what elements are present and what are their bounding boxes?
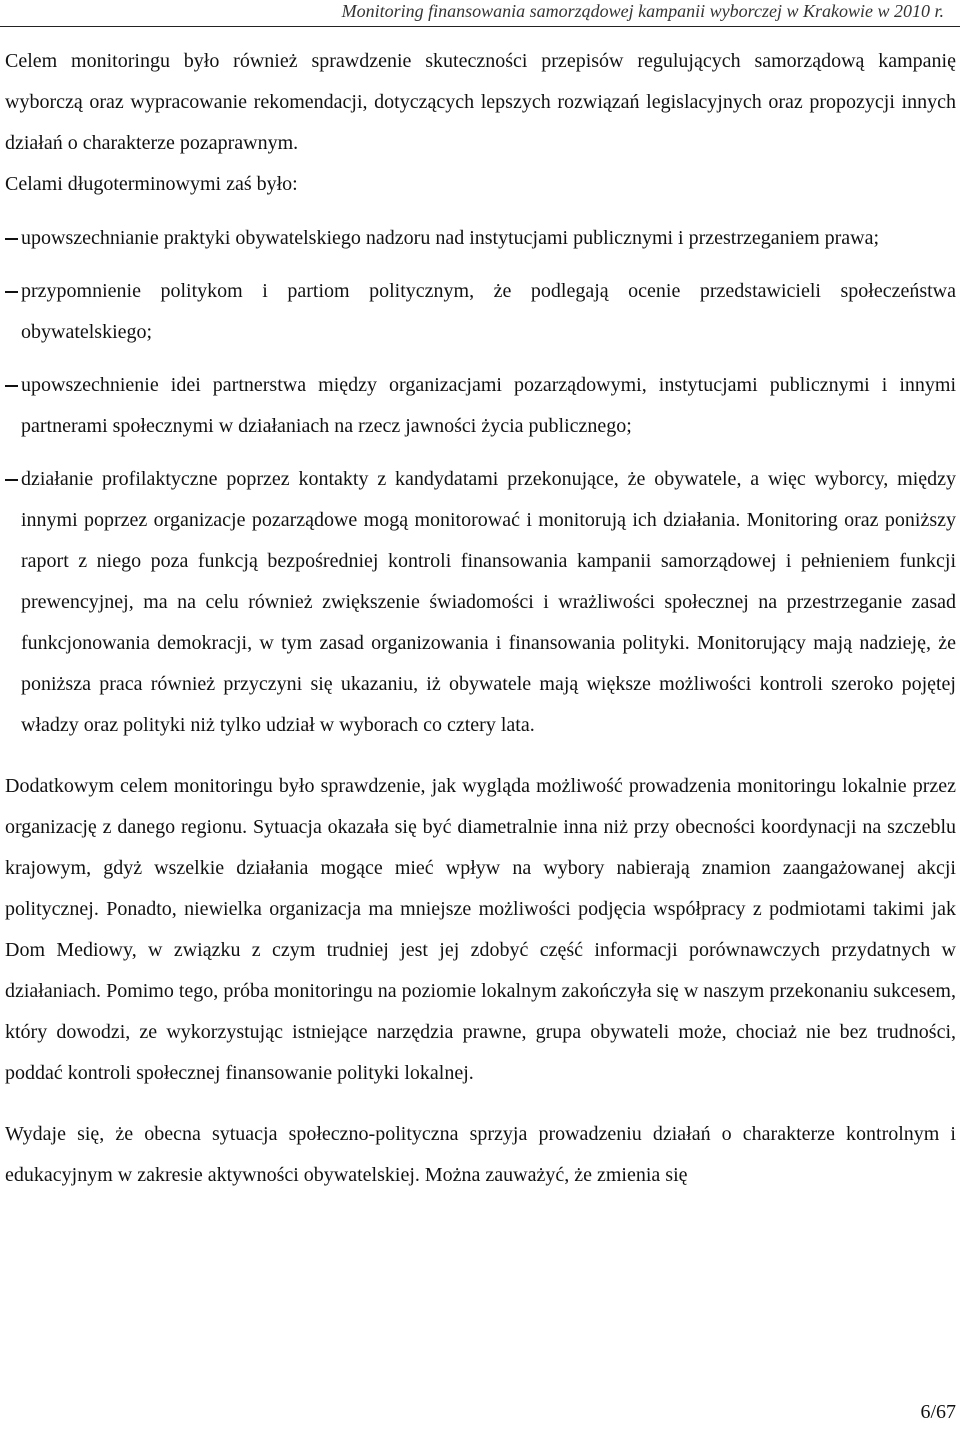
dash-bullet-icon bbox=[5, 385, 18, 387]
goal-item-2 bbox=[5, 271, 956, 353]
additional-goal-paragraph: Dodatkowym celem monitoringu było sprawdzenie, jak wygląda możliwość prowadzenia monitoringu lokalnie przez organizację z danego regionu. Sytuacja okazała się być diametralnie inna niż przy obecności koordynacji na szczeblu krajowym, gdyż wszelkie działania mogące mieć wpływ na wybory nabierają znamion zaangażowanej akcji politycznej. Ponadto, niewielka organizacja ma mniejsze możliwości podjęcia współpracy z podmiotami takimi jak Dom Mediowy, w związku z czym trudniej jest jej zdobyć część informacji porównawczych przydatnych w działaniach. Pomimo tego, próba monitoringu na poziomie lokalnym zakończyła się w naszym przekonaniu sukcesem, który dowodzi, ze wykorzystując istniejące narzędzia prawne, grupa obywateli może, chociaż nie bez trudności, poddać kontroli społecznej finansowanie polityki lokalnej. bbox=[5, 775, 956, 1084]
intro-paragraph: Celem monitoringu było również sprawdzenie skuteczności przepisów regulujących samorządową kampanię wyborczą oraz wypracowanie rekomendacji, dotyczących lepszych rozwiązań legislacyjnych oraz propozycji innych działań o charakterze pozaprawnym. bbox=[5, 50, 956, 154]
dash-bullet-icon bbox=[5, 238, 18, 240]
dash-bullet-icon bbox=[5, 291, 18, 293]
goal-text: przypomnienie politykom i partiom politycznym, że podlegają ocenie przedstawicieli społeczeństwa obywatelskiego; bbox=[21, 280, 956, 343]
goal-text: upowszechnienie idei partnerstwa między organizacjami pozarządowymi, instytucjami publicznymi i innymi partnerami społecznymi w działaniach na rzecz jawności życia publicznego; bbox=[21, 374, 956, 437]
running-header: Monitoring finansowania samorządowej kampanii wyborczej w Krakowie w 2010 r. bbox=[341, 1, 944, 21]
page-number: 6/67 bbox=[920, 1401, 956, 1423]
header-divider bbox=[0, 26, 960, 27]
closing-paragraph: Wydaje się, że obecna sytuacja społeczno-polityczna sprzyja prowadzeniu działań o charakterze kontrolnym i edukacyjnym w zakresie aktywności obywatelskiej. Można zauważyć, że zmienia się bbox=[5, 1123, 956, 1186]
goal-item-3 bbox=[5, 365, 956, 447]
goal-text: działanie profilaktyczne poprzez kontakty z kandydatami przekonujące, że obywatele, a więc wyborcy, między innymi poprzez organizacje pozarządowe mogą monitorować i monitorują ich działania. Monitoring oraz poniższy raport z niego poza funkcją bezpośredniej kontroli finansowania kampanii samorządowej i pełnieniem funkcji prewencyjnej, ma na celu również zwiększenie świadomości i wrażliwości społecznej na przestrzeganie zasad funkcjonowania demokracji, w tym zasad organizowania i finansowania polityki. Monitorujący mają nadzieję, że poniższa praca również przyczyni się ukazaniu, iż obywatele mają większe możliwości kontroli szeroko pojętej władzy oraz polityki niż tylko udział w wyborach co cztery lata. bbox=[21, 468, 956, 736]
document-body bbox=[5, 41, 956, 1196]
goal-item-4 bbox=[5, 459, 956, 746]
goal-text: upowszechnianie praktyki obywatelskiego nadzoru nad instytucjami publicznymi i przestrzeganiem prawa; bbox=[21, 227, 880, 249]
goal-item-1 bbox=[5, 218, 956, 259]
dash-bullet-icon bbox=[5, 479, 18, 481]
goals-intro: Celami długoterminowymi zaś było: bbox=[5, 173, 298, 195]
